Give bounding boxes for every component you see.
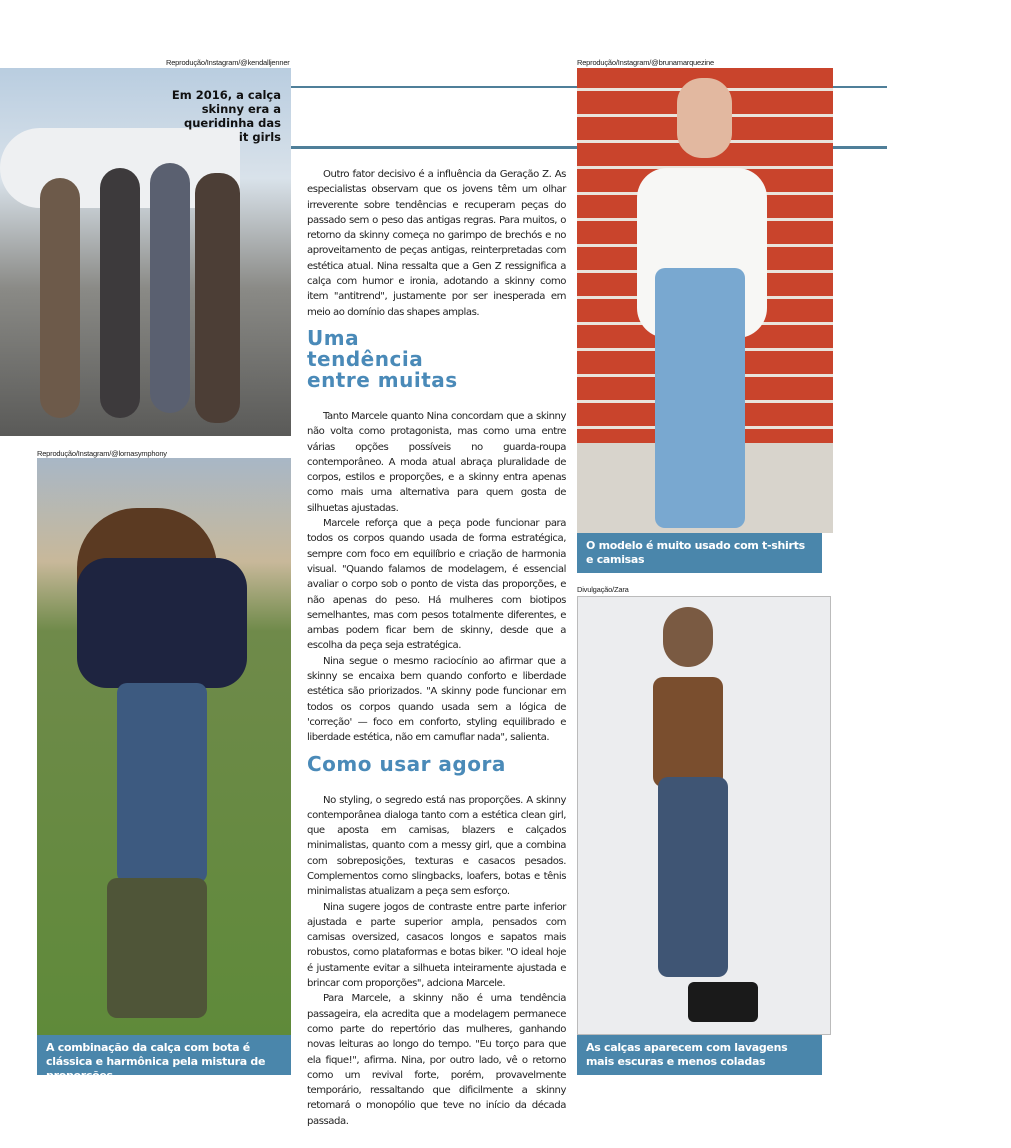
photo-caption: A combinação da calça com bota é clássica e harmônica pela mistura de proporções [37,1035,291,1075]
article-paragraph: No styling, o segredo está nas proporções. A skinny contemporânea dialoga tanto com a estética clean girl, que aposta em camisas, blazers e calçados minimalistas, quanto com a messy girl, que a combina com sobreposições, texturas e casacos pesados. Complementos como slingbacks, loafers, botas e tênis minimalistas atualizam a peça sem esforço. [307,794,566,898]
article-paragraph: Para Marcele, a skinny não é uma tendência passageira, ela acredita que a modelagem permanece como parte do repertório das mulheres, ganhando novas leituras ao longo do tempo. "Eu torço para que ela fique!", afirma. Nina, por outro lado, vê o retorno como um revival forte, porém, provavelmente temporário, ressaltando que dificilmente a skinny retomará o monopólio que teve no início da década passada. [307,993,566,1127]
photo-credit: Reprodução/Instagram/@lornasymphony [37,449,167,458]
photo-credit: Reprodução/Instagram/@kendalljenner [166,58,290,67]
photo-zara-model [577,596,831,1035]
photo-caption: O modelo é muito usado com t-shirts e camisas [577,533,822,573]
section-heading: Como usar agora [307,751,506,776]
photo-overlay-caption: Em 2016, a calça skinny era a queridinha das it girls [171,88,281,144]
article-paragraph: Tanto Marcele quanto Nina concordam que a skinny não volta como protagonista, mas como uma entre várias opções possíveis no guarda-roupa contemporâneo. A moda atual abraça pluralidade de corpos, estilos e proporções, e a skinny entra apenas como mais uma alternativa para quem gosta de silhuetas ajustadas. [307,410,566,514]
photo-credit: Reprodução/Instagram/@brunamarquezine [577,58,714,67]
photo-boots-outfit [37,458,291,1035]
section-heading: Uma tendência entre muitas [307,325,458,392]
photo-brick-wall [577,68,833,533]
article-paragraph: Marcele reforça que a peça pode funcionar para todos os corpos quando usada de forma estratégica, sempre com foco em equilíbrio e criação de harmonia visual. "Quando falamos de modelagem, é essencial avaliar o corpo sob o ponto de vista das proporções, e não apenas do peso. Há mulheres com biotipos semelhantes, mas com pesos totalmente diferentes, e ambas podem ficar bem de skinny, desde que a escolha da peça seja estratégica. [307,518,566,652]
photo-it-girls [0,68,291,436]
article-column [307,167,566,1129]
article-paragraph: Outro fator decisivo é a influência da Geração Z. As especialistas observam que os jovens têm um olhar irreverente sobre tendências e recuperam peças do passado sem o peso das antigas regras. Para muitos, o retorno da skinny começa no garimpo de brechós e no aproveitamento de peças antigas, reinterpretadas com estética atual. Nina ressalta que a Gen Z ressignifica a calça com humor e ironia, adotando a skinny como item "antitrend", justamente por ser inesperada em meio ao domínio das shapes amplas. [307,169,566,318]
article-paragraph: Nina sugere jogos de contraste entre parte inferior ajustada e parte superior ampla, pensados com camisas oversized, casacos longos e sapatos mais robustos, como plataformas e botas biker. "O ideal hoje é justamente evitar a silhueta inteiramente ajustada e brincar com proporções", adciona Marcele. [307,901,566,990]
photo-credit: Divulgação/Zara [577,585,629,594]
photo-caption: As calças aparecem com lavagens mais escuras e menos coladas [577,1035,822,1075]
article-paragraph: Nina segue o mesmo raciocínio ao afirmar que a skinny se encaixa bem quando conforto e liberdade estética são priorizados. "A skinny pode funcionar em todos os corpos quando usada sem a lógica de 'correção' — foco em conforto, styling equilibrado e liberdade estética, não em camuflar nada", salienta. [307,655,566,744]
